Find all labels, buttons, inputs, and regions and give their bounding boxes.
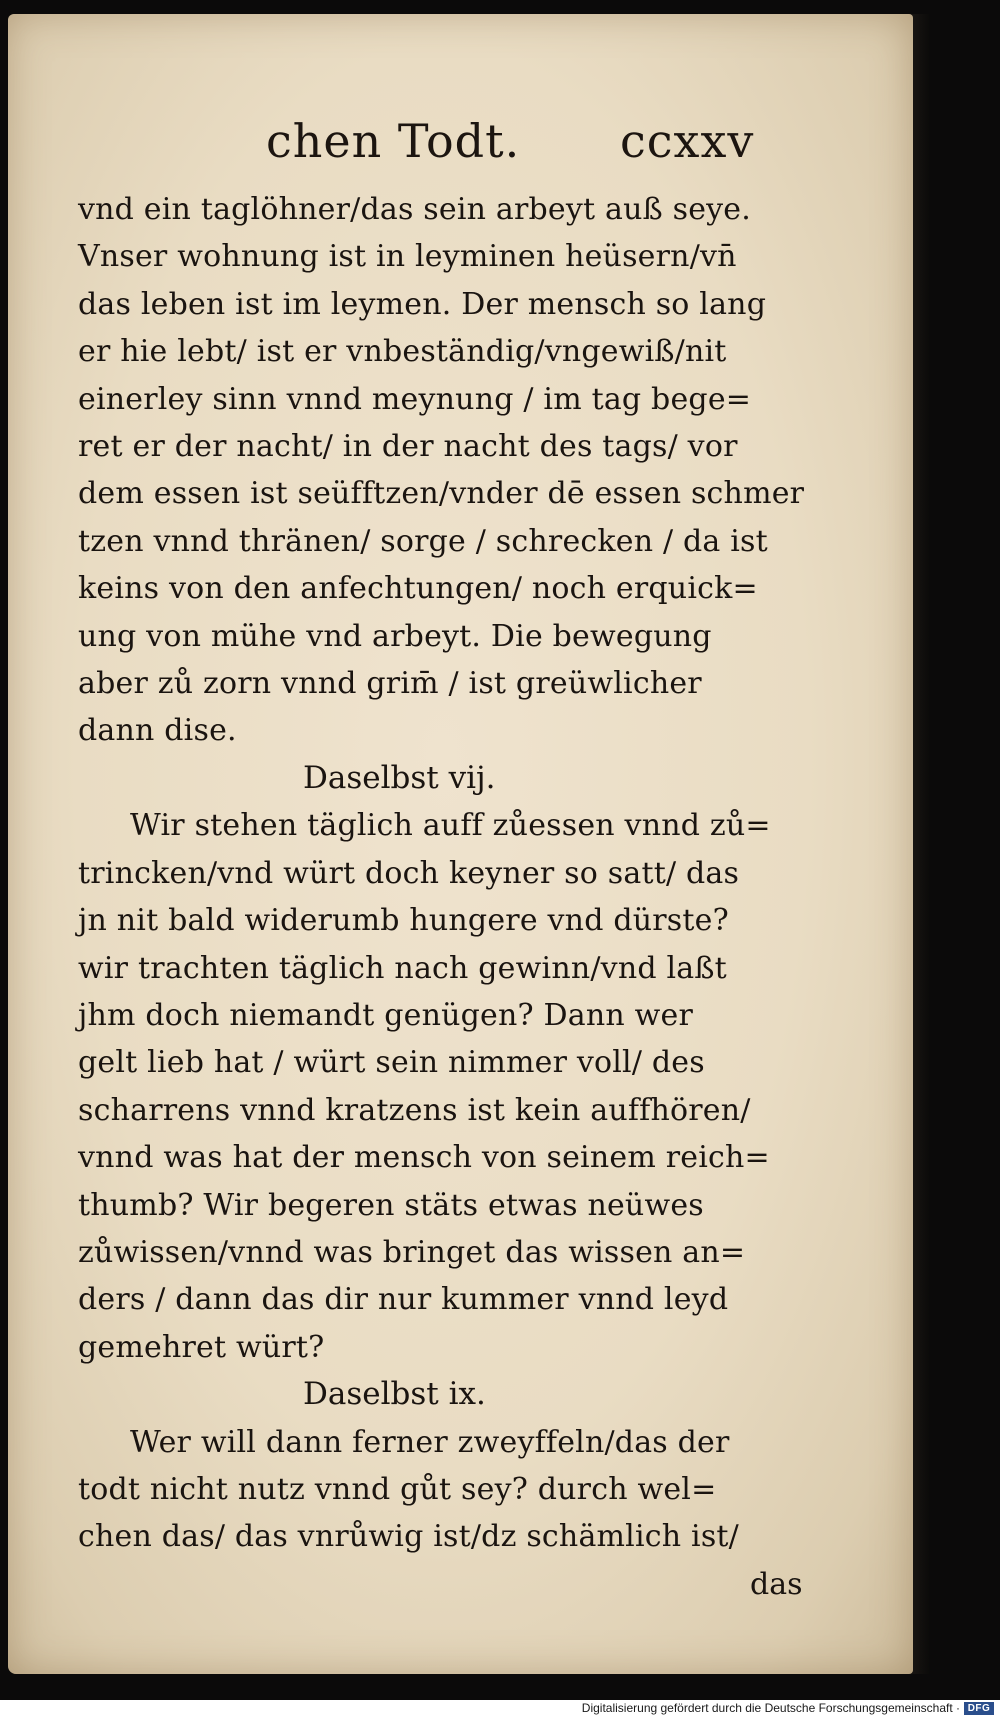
text-line: jn nit bald widerumb hungere vnd dürste? [78, 903, 729, 939]
catchword: das [750, 1566, 803, 1602]
text-line: Wir stehen täglich auff zůessen vnnd zů= [130, 808, 771, 844]
text-line: Vnser wohnung ist in leyminen heüsern/vn̄ [78, 239, 737, 275]
running-head-title: chen Todt. [266, 114, 521, 168]
text-line: chen das/ das vnrůwig ist/dz schämlich ist/ [78, 1519, 739, 1555]
book-page [8, 14, 913, 1674]
text-line: ung von mühe vnd arbeyt. Die bewegung [78, 618, 712, 654]
running-head [8, 114, 913, 174]
text-line: todt nicht nutz vnnd gůt sey? durch wel= [78, 1471, 717, 1507]
text-line: Wer will dann ferner zweyffeln/das der [130, 1424, 730, 1460]
text-line: jhm doch niemandt genügen? Dann wer [78, 997, 694, 1033]
section-heading: Daselbst ix. [303, 1376, 486, 1413]
text-line: ders / dann das dir nur kummer vnnd leyd [78, 1282, 729, 1318]
folio-number: ccxxv [620, 114, 755, 168]
text-line: vnnd was hat der mensch von seinem reich= [78, 1140, 770, 1176]
text-line: dann dise. [78, 713, 237, 749]
text-line: trincken/vnd würt doch keyner so satt/ das [78, 855, 740, 891]
text-line: thumb? Wir begeren stäts etwas neüwes [78, 1187, 704, 1223]
dfg-logo[interactable]: DFG [964, 1702, 994, 1715]
text-line: gelt lieb hat / würt sein nimmer voll/ des [78, 1045, 705, 1081]
funding-credit: Digitalisierung gefördert durch die Deutsche Forschungsgemeinschaft · [581, 1701, 960, 1715]
text-line: aber zů zorn vnnd grim̄ / ist greüwlicher [78, 666, 702, 702]
text-line: wir trachten täglich nach gewinn/vnd laßt [78, 950, 727, 986]
text-line: dem essen ist seüfftzen/vnder dē essen schmer [78, 476, 805, 512]
text-line: einerley sinn vnnd meynung / im tag bege= [78, 381, 752, 417]
text-line: ret er der nacht/ in der nacht des tags/ vor [78, 429, 738, 465]
text-line: keins von den anfechtungen/ noch erquick= [78, 571, 758, 607]
digitization-footer [0, 1700, 1000, 1718]
text-line: das leben ist im leymen. Der mensch so lang [78, 286, 767, 322]
text-line: er hie lebt/ ist er vnbeständig/vngewiß/nit [78, 334, 727, 370]
text-line: vnd ein taglöhner/das sein arbeyt auß seye. [78, 192, 751, 227]
text-line: gemehret würt? [78, 1329, 325, 1365]
text-line: scharrens vnnd kratzens ist kein auffhören/ [78, 1092, 751, 1128]
section-heading: Daselbst vij. [303, 759, 496, 796]
text-line: tzen vnnd thränen/ sorge / schrecken / da ist [78, 523, 768, 559]
main-text [78, 186, 818, 1608]
text-line: zůwissen/vnnd was bringet das wissen an= [78, 1234, 746, 1270]
